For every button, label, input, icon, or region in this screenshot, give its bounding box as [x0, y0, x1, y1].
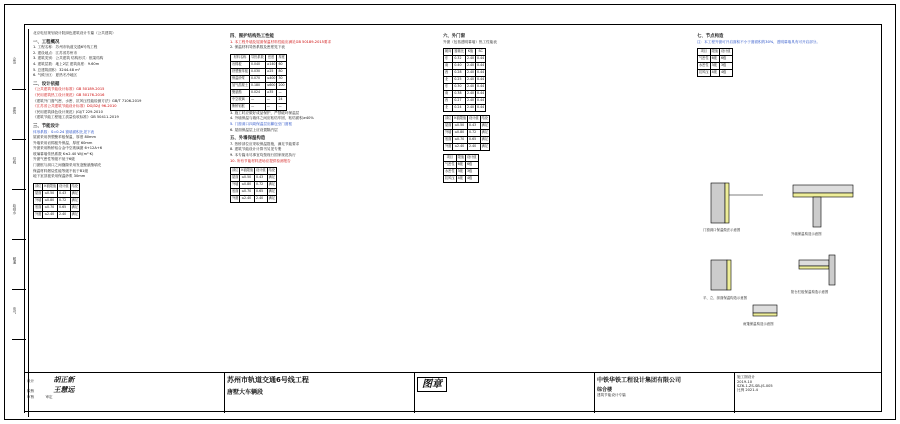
table-cell: 6级	[719, 56, 732, 63]
table-header-row	[444, 155, 479, 162]
title-project	[224, 373, 414, 413]
table-row	[444, 169, 479, 176]
table-cell: 满足	[480, 130, 489, 137]
table-cell: 0.24	[453, 105, 466, 112]
table-header-cell: 厚度	[277, 54, 286, 61]
table-cell: 4级	[710, 70, 719, 77]
table-cell: ≤0.70	[43, 204, 58, 211]
scale-label: 比例	[737, 388, 745, 392]
table-header-cell: 结论	[70, 183, 79, 190]
note-line: 注：本工程外窗可开启面积不小于窗面积的30%，透明幕墙具有可开启部分。	[697, 39, 820, 44]
table-cell: 0.65	[468, 137, 481, 144]
signature: 胡正新	[53, 375, 75, 384]
note-line: 1. 工程名称：苏州市轨道交通6号线工程	[33, 45, 98, 50]
table-cell: 4级	[719, 70, 732, 77]
table-cell: 底面	[231, 189, 240, 196]
note-line: 4. 外墙保温与墙体之间应粘结牢固，粘结面积≥40%	[230, 116, 314, 121]
table-cell: ≤0.80	[240, 182, 255, 189]
table-cell: 东	[444, 56, 453, 63]
table-row	[698, 56, 733, 63]
table-header-cell: 设计值	[465, 155, 478, 162]
table-header-cell: 结论	[480, 116, 489, 123]
table-cell: 聚氨酯	[231, 89, 250, 96]
note-line: 保温材料燃烧性能等级不低于B1级	[33, 168, 89, 173]
table-cell: 0.44	[476, 91, 486, 98]
table-cell: 满足	[267, 175, 276, 182]
table-cell: —	[249, 103, 265, 110]
table-header-cell: K值限值	[453, 116, 468, 123]
table-row	[34, 211, 80, 218]
table-cell: 满足	[480, 137, 489, 144]
note-line: 外窗气密性等级不低于6级	[33, 157, 75, 162]
table-header-cell: K值限值	[240, 168, 255, 175]
table-cell: 满足	[267, 189, 276, 196]
sheet-version: 2021.4	[745, 388, 758, 392]
note-line: 2. 建设地点：江苏省苏州市	[33, 50, 78, 55]
table-header-row	[231, 168, 277, 175]
section-heading: 二、设计依据	[33, 81, 60, 87]
table-cell: 6级	[465, 162, 478, 169]
envelope-table	[33, 183, 80, 219]
note-line: 3. 施工时应做好成品保护，严禁破坏保温层	[230, 110, 300, 115]
table-header-cell: 密度	[265, 54, 277, 61]
table-cell: 0.27	[453, 98, 466, 105]
materials-table-2	[230, 167, 277, 203]
table-cell: 0.65	[255, 189, 268, 196]
note-line: 《民用建筑热工设计规范》GB 50176-2016	[33, 92, 105, 97]
materials-table	[230, 54, 287, 111]
note-line: 玻璃幕墙传热系数 K≤2.40 W/(m²·K)	[33, 151, 94, 156]
table-row	[34, 197, 80, 204]
project-name: 苏州市轨道交通6号线工程	[227, 376, 309, 384]
table-cell: 外窗	[231, 196, 240, 203]
note-line: 地下室顶板采用保温砂浆 30mm	[33, 174, 86, 179]
table-cell: 0.28	[453, 70, 466, 77]
table-cell: 4级	[465, 176, 478, 183]
table-row	[444, 144, 490, 151]
table-cell: 东	[444, 84, 453, 91]
table-row	[444, 84, 486, 91]
table-cell: 满足	[70, 211, 79, 218]
table-row	[231, 75, 287, 82]
table-cell: 0.040	[249, 61, 265, 68]
table-cell: 中空玻璃	[231, 96, 250, 103]
table-cell: 0.65	[58, 204, 71, 211]
table-row	[444, 176, 479, 183]
table-cell: 西	[444, 70, 453, 77]
table-header-row	[444, 116, 490, 123]
table-cell: 满足	[70, 197, 79, 204]
table-cell: 0.40	[453, 63, 466, 70]
table-cell: 0.72	[58, 197, 71, 204]
table-cell: 2.40	[465, 91, 475, 98]
table-cell: 0.30	[453, 84, 466, 91]
note-line: 《公共建筑节能设计标准》GB 50189-2015	[33, 87, 105, 92]
note-line: 9. 本专篇未尽事宜均按现行国家规范执行	[230, 152, 296, 157]
table-cell: 加气混凝土	[231, 82, 250, 89]
table-cell: 屋面	[34, 190, 43, 197]
table-cell: 外窗	[34, 211, 43, 218]
table-row	[444, 56, 486, 63]
table-cell: ≤0.70	[453, 137, 468, 144]
drawing-number: SZ6-1-ZS-SB-JS-005	[737, 384, 773, 388]
table-cell: 0.72	[255, 182, 268, 189]
sub-project: 唐墅大车辆段	[227, 389, 264, 396]
table-cell: ≤2.40	[240, 196, 255, 203]
table-cell: 3级	[719, 63, 732, 70]
table-cell: 0.38	[453, 91, 466, 98]
table-cell: 0.25	[453, 77, 466, 84]
table-cell: ≤600	[265, 82, 277, 89]
strip-cell: 建筑	[12, 99, 26, 140]
note-line: 1. 本工程外墙及屋面保温材料性能应满足GB 50189-2015要求	[230, 39, 332, 44]
note-line: 《江苏省公共建筑节能设计标准》DGJ32/J 96-2010	[33, 104, 117, 109]
table-row	[231, 61, 287, 68]
table-cell: —	[277, 103, 286, 110]
table-row	[444, 63, 486, 70]
strip-cell: 结构	[12, 149, 26, 190]
table-cell: 0.32	[453, 56, 466, 63]
table-cell: 气密性	[698, 56, 711, 63]
title-block	[24, 372, 882, 412]
table-cell: ≤0.70	[240, 189, 255, 196]
role-label: 审核	[27, 395, 35, 399]
table-cell: 南	[444, 91, 453, 98]
table-cell: 满足	[70, 190, 79, 197]
note-line: 外窗采用断桥铝合金中空玻璃窗 6+12A+6	[33, 146, 103, 151]
table-header-cell: 设计值	[719, 49, 732, 56]
role-label: 设计	[27, 379, 35, 383]
table-header-cell: 导热系数	[249, 54, 265, 61]
stage: 施工图设计	[737, 375, 755, 379]
table-cell: 底面	[34, 204, 43, 211]
table-header-cell: 设计值	[58, 183, 71, 190]
table-row	[698, 70, 733, 77]
table-row	[444, 137, 490, 144]
table-row	[444, 70, 486, 77]
note-line: 10. 所有节能材料进场应提供检测报告	[230, 158, 291, 163]
note-line: 5. 门窗洞口四周保温层应翻包至门窗框	[230, 121, 293, 126]
table-header-row	[231, 54, 287, 61]
table-cell: 0.43	[58, 190, 71, 197]
column-materials	[230, 31, 435, 203]
table-cell: 0.030	[249, 68, 265, 75]
section-heading: 四、围护结构热工性能	[230, 34, 274, 39]
note-line: 8. 建筑节能设计计算书另见专册	[230, 147, 282, 152]
note-line: 4. 建筑层数：地上2层 建筑高度：9.60m	[33, 61, 100, 66]
table-row	[231, 182, 277, 189]
note-line: 7. 热桥部位应采取保温措施，满足节能要求	[230, 141, 300, 146]
note-line: 体形系数：S=0.24 窗墙面积比见下表	[33, 129, 95, 134]
section-heading: 六、外门窗	[443, 34, 465, 39]
section-heading: 五、外墙保温构造	[230, 136, 266, 142]
title-stamp	[414, 373, 594, 413]
table-row	[231, 196, 277, 203]
note-line: 《民用建筑绿色设计规范》JGJ/T 229-2010	[33, 109, 103, 114]
table-cell: 水密性	[444, 169, 457, 176]
table-cell: 0.44	[476, 56, 486, 63]
table-cell: 2.40	[465, 84, 475, 91]
table-header-cell: 项目	[698, 49, 711, 56]
title-roles	[24, 373, 224, 413]
table-cell: 岩棉板	[231, 61, 250, 68]
table-cell: 抗风压	[698, 70, 711, 77]
table-cell: 2.40	[255, 196, 268, 203]
table-cell: 0.72	[468, 130, 481, 137]
table-cell: 2.40	[465, 98, 475, 105]
table-header-row	[34, 183, 80, 190]
strip-cell: 电气	[12, 299, 26, 340]
table-cell: ≤2.40	[43, 211, 58, 218]
table-row	[231, 68, 287, 75]
table-row	[34, 204, 80, 211]
section-heading: 三、节能设计	[33, 123, 60, 129]
drawing-name: 综合楼	[597, 387, 613, 393]
table-cell: —	[249, 96, 265, 103]
table-cell: 北	[444, 77, 453, 84]
date: 2019-10	[737, 380, 753, 384]
table-cell: 挤塑聚苯板	[231, 68, 250, 75]
drawing-subtitle: 建筑节能设计专篇	[597, 393, 626, 397]
strip-cell: 会签	[12, 49, 26, 90]
strip-cell: 暖通	[12, 249, 26, 290]
window-table-2	[443, 115, 490, 151]
table-row	[231, 189, 277, 196]
diagram-label: 门窗洞口保温做法示意图	[703, 228, 741, 232]
note-line: 《建筑外门窗气密、水密、抗风压性能检测方法》GB/T 7106-2019	[33, 98, 142, 103]
table-row	[698, 63, 733, 70]
table-header-cell: 设计值	[255, 168, 268, 175]
table-row	[444, 91, 486, 98]
performance-table-2	[697, 48, 733, 77]
table-cell: 2.40	[465, 56, 475, 63]
table-header-cell: 部位	[231, 168, 240, 175]
strip-cell: 给排水	[12, 199, 26, 240]
note-line: 门窗框与洞口之间缝隙采用发泡聚氨酯填充	[33, 163, 102, 168]
role-label: 审定	[45, 395, 53, 399]
table-cell: 3级	[710, 63, 719, 70]
table-cell: 满足	[480, 144, 489, 151]
table-cell: 24	[277, 96, 286, 103]
table-cell: 4级	[456, 176, 465, 183]
window-table	[443, 48, 486, 112]
table-cell: 2.40	[465, 77, 475, 84]
table-cell: 2.40	[465, 63, 475, 70]
performance-table	[443, 154, 479, 183]
table-cell: 0.44	[476, 63, 486, 70]
table-cell: 200	[277, 82, 286, 89]
table-cell: 2.40	[465, 70, 475, 77]
table-row	[231, 89, 287, 96]
table-cell: 0.43	[255, 175, 268, 182]
table-header-cell: 限值	[456, 155, 465, 162]
diagram-label: 雨篷保温构造示意图	[743, 322, 774, 326]
detail-drawing	[703, 175, 873, 355]
table-header-row	[444, 49, 486, 56]
table-cell: 0.070	[249, 75, 265, 82]
header-text: 北京电信规划设计院绿色建筑设计专篇（公共建筑）	[33, 31, 116, 35]
table-cell: ≤2.40	[453, 144, 468, 151]
table-cell: ≤400	[265, 75, 277, 82]
table-cell: ≥25	[265, 68, 277, 75]
table-cell: 0.44	[476, 105, 486, 112]
table-cell: 西	[444, 98, 453, 105]
table-cell: —	[265, 103, 277, 110]
table-cell: 2.40	[465, 105, 475, 112]
table-cell: —	[277, 89, 286, 96]
column-details	[697, 31, 877, 77]
table-cell: 屋面	[444, 123, 453, 130]
table-header-cell: K值	[465, 49, 475, 56]
note-line: 2. 保温材料导热系数及密度见下表	[230, 45, 285, 50]
table-cell: 6级	[456, 162, 465, 169]
table-header-cell: K值限值	[43, 183, 58, 190]
table-row	[231, 175, 277, 182]
table-cell: ≤0.50	[453, 123, 468, 130]
diagram-label: 阳台栏板保温构造示意图	[791, 290, 829, 294]
table-cell: 外墙	[231, 182, 240, 189]
table-header-cell: 部位	[34, 183, 43, 190]
table-cell: 北	[444, 105, 453, 112]
signature: 王慧远	[53, 385, 75, 394]
table-row	[231, 82, 287, 89]
table-cell: 6级	[710, 56, 719, 63]
table-header-cell: 限值	[710, 49, 719, 56]
table-header-cell: 材料名称	[231, 54, 250, 61]
title-drawing	[594, 373, 734, 413]
note-line: 6. 屋面保温层上应设置隔汽层	[230, 127, 278, 132]
table-row	[231, 96, 287, 103]
table-row	[444, 105, 486, 112]
table-cell: —	[265, 96, 277, 103]
role-label: 校核	[27, 389, 35, 393]
table-cell: 3级	[465, 169, 478, 176]
table-cell: ≥140	[265, 61, 277, 68]
table-header-row	[698, 49, 733, 56]
table-header-cell: 结论	[267, 168, 276, 175]
note-line: 外墙采用岩棉板外保温，厚度 60mm	[33, 140, 93, 145]
table-cell: 0.180	[249, 82, 265, 89]
note-line: 6. 气候分区：夏热冬冷地区	[33, 73, 78, 78]
table-cell: 30	[277, 75, 286, 82]
column-general	[33, 31, 223, 219]
table-cell: 0.024	[249, 89, 265, 96]
table-header-cell: 朝向	[444, 49, 453, 56]
table-cell: 80	[277, 68, 286, 75]
table-cell: 南	[444, 63, 453, 70]
note-line: 5. 总建筑面积：3244.48 m²	[33, 67, 81, 72]
table-cell: 0.44	[476, 84, 486, 91]
table-row	[34, 190, 80, 197]
section-heading: 七、节点构造	[697, 34, 724, 39]
table-cell: ≤0.80	[43, 197, 58, 204]
table-cell: 满足	[70, 204, 79, 211]
note-line: 《建筑节能工程施工质量验收标准》GB 50411-2019	[33, 115, 119, 120]
table-header-cell: 设计值	[468, 116, 481, 123]
table-cell: 3级	[456, 169, 465, 176]
table-cell: 0.43	[468, 123, 481, 130]
table-cell: 屋面	[231, 175, 240, 182]
drawing-frame	[24, 24, 882, 412]
table-cell: 抗风压	[444, 176, 457, 183]
table-row	[444, 162, 479, 169]
table-cell: 保温砂浆	[231, 75, 250, 82]
table-row	[444, 130, 490, 137]
company-stamp: 图章	[417, 377, 447, 392]
table-cell: ≤0.50	[240, 175, 255, 182]
note-line: 3. 建筑类别：公共建筑 结构形式：框架结构	[33, 56, 104, 61]
table-cell: 气密性	[444, 162, 457, 169]
table-header-cell: 项目	[444, 155, 457, 162]
table-cell: ≤0.50	[43, 190, 58, 197]
table-cell: 外墙	[444, 130, 453, 137]
diagram-label: 平、立、剖面保温构造示意图	[703, 296, 748, 300]
detail-diagrams	[703, 175, 873, 355]
table-row	[444, 123, 490, 130]
table-row	[444, 77, 486, 84]
table-cell: 60	[277, 61, 286, 68]
table-cell: ≤0.80	[453, 130, 468, 137]
table-header-cell: 部位	[444, 116, 453, 123]
table-cell: 满足	[267, 196, 276, 203]
table-title: 外窗（包括透明幕墙）热工性能表	[443, 39, 497, 44]
company-name: 中铁华铁工程设计集团有限公司	[597, 377, 682, 384]
table-cell: 满足	[480, 123, 489, 130]
table-cell: 0.44	[476, 98, 486, 105]
table-cell: 0.44	[476, 70, 486, 77]
column-windows	[443, 31, 693, 183]
section-heading: 一、工程概况	[33, 39, 60, 45]
diagram-label: 外墙保温构造示意图	[791, 232, 822, 236]
table-cell: 断桥铝框	[231, 103, 250, 110]
table-cell: 满足	[267, 182, 276, 189]
table-cell: 2.40	[468, 144, 481, 151]
table-cell: 外墙	[34, 197, 43, 204]
table-row	[231, 103, 287, 110]
table-row	[444, 98, 486, 105]
table-cell: ≥35	[265, 89, 277, 96]
table-header-cell: 窗墙比	[453, 49, 466, 56]
title-meta	[734, 373, 882, 413]
table-cell: 水密性	[698, 63, 711, 70]
table-cell: 2.40	[58, 211, 71, 218]
table-cell: 外窗	[444, 144, 453, 151]
table-header-cell: SC	[476, 49, 486, 56]
note-line: 屋面采用挤塑聚苯板保温，厚度 80mm	[33, 135, 97, 140]
table-cell: 底面	[444, 137, 453, 144]
table-cell: 0.44	[476, 77, 486, 84]
